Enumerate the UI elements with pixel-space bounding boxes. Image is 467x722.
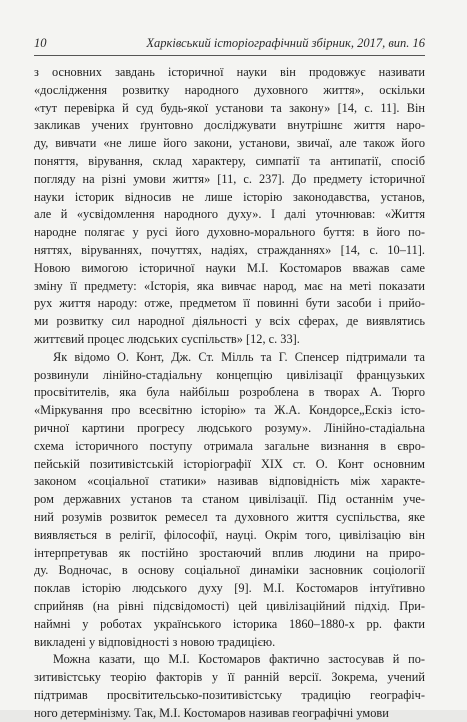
paragraph <box>34 64 425 349</box>
text-line: Як відомо О. Конт, Дж. Ст. Мілль та Г. Спенсер підтримали та <box>53 349 425 364</box>
text-line: поклав історію людського духу [9]. М.І. Костомаров інтуїтивно <box>34 581 425 596</box>
text-line: викладені у відповідності з новою традицією. <box>34 634 276 649</box>
text-line: Новою вимогою історичної науки М.І. Костомаров вважав саме <box>34 260 425 275</box>
page-number: 10 <box>34 36 47 50</box>
text-line: ром державних установ та станом цивілізації. Під останнім уче- <box>34 492 425 507</box>
text-line: сприйняв (на рівні підсвідомості) цей цивілізаційний підхід. При- <box>34 598 425 613</box>
text-line: просвітителів, яка була найбільш розроблена в творах А. Тюрго <box>34 385 425 400</box>
paragraph <box>34 349 425 652</box>
text-line: «Міркування про всесвітню історію» та Ж.А. Кондорсе„Ескіз істо- <box>34 403 425 418</box>
text-line: законом «соціальної статики» називав відповідність між характе- <box>34 474 425 489</box>
text-line: з основних завдань історичної науки він продовжує називати <box>34 65 425 79</box>
text-line: няттях, віруваннях, почуттях, надіях, стражданнях» [14, с. 10–11]. <box>34 242 425 257</box>
text-line: «дослідження розвитку народного духовного життя», оскільки <box>34 82 425 97</box>
paragraph <box>34 651 425 722</box>
text-line: ду, вивчати «не лише його закони, установи, звичаї, але також його <box>34 136 425 151</box>
text-line: виявляється в релігії, філософії, науці. Окрім того, цивілізацію він <box>34 527 425 542</box>
text-line: поняття, вірування, склад характеру, симпатії та антипатії, спосіб <box>34 153 425 168</box>
body-text <box>34 64 425 722</box>
text-line: але й «усвідомлення народного духу». І далі уточнював: «Життя <box>34 207 425 222</box>
text-line: зитивістську теорію факторів у її ранній версії. Зокрема, учений <box>34 670 425 685</box>
text-line: ного детермінізму. Так, М.І. Костомаров називав географічні умови <box>34 705 389 720</box>
text-line: розвинули лінійно-стадіальну концепцію цивілізації французьких <box>34 367 425 382</box>
text-line: Можна казати, що М.І. Костомаров фактично застосував й по- <box>53 652 425 667</box>
header-rule <box>34 55 425 56</box>
text-line: погляду на різні умови життя» [11, с. 237]. До предмету історичної <box>34 171 425 186</box>
text-line: ми розвитку сил народної діяльності у всіх сферах, де виявлятись <box>34 314 425 329</box>
text-line: підтримав просвітительсько-позитивістську традицію географіч- <box>34 687 425 702</box>
text-line: ду. Водночас, в основу соціальної динаміки засновник соціології <box>34 563 425 578</box>
text-line: закликав учених ґрунтовно досліджувати внутрішнє життя наро- <box>34 118 425 133</box>
text-line: зміну її предмету: «Історія, яка вивчає народ, має на меті показати <box>34 278 425 293</box>
text-line: ний розумів розвиток ремесел та духовного життя суспільства, яке <box>34 509 425 524</box>
text-line: наймні у роботах українського історика 1860–1880-х рр. факти <box>34 616 425 631</box>
running-title: Харківський історіографічний збірник, 2017, вип. 16 <box>146 36 425 50</box>
text-line: інтерпретував як постійно зростаючий вплив людини на приро- <box>34 545 425 560</box>
text-line: ричної картини прогресу людського розуму». Лінійно-стадіальна <box>34 420 425 435</box>
text-line: рух життя народу: отже, предметом її повинні бути засоби і прийо- <box>34 296 425 311</box>
text-line: життєвий процес людських суспільств» [12, с. 33]. <box>34 331 300 346</box>
text-line: «тут перевірка й суд будь-якої установи та закону» [14, с. 11]. Він <box>34 100 425 115</box>
text-line: пейській позитивістській історіографії XIX ст. О. Конт основним <box>34 456 425 471</box>
running-header <box>34 36 425 52</box>
text-line: схема історичного поступу отримала загальне визнання в євро- <box>34 438 425 453</box>
text-line: науки історик відносив не лише історію законодавства, установ, <box>34 189 425 204</box>
text-line: народне полягає у русі його духовно-морального буття: в його по- <box>34 225 425 240</box>
